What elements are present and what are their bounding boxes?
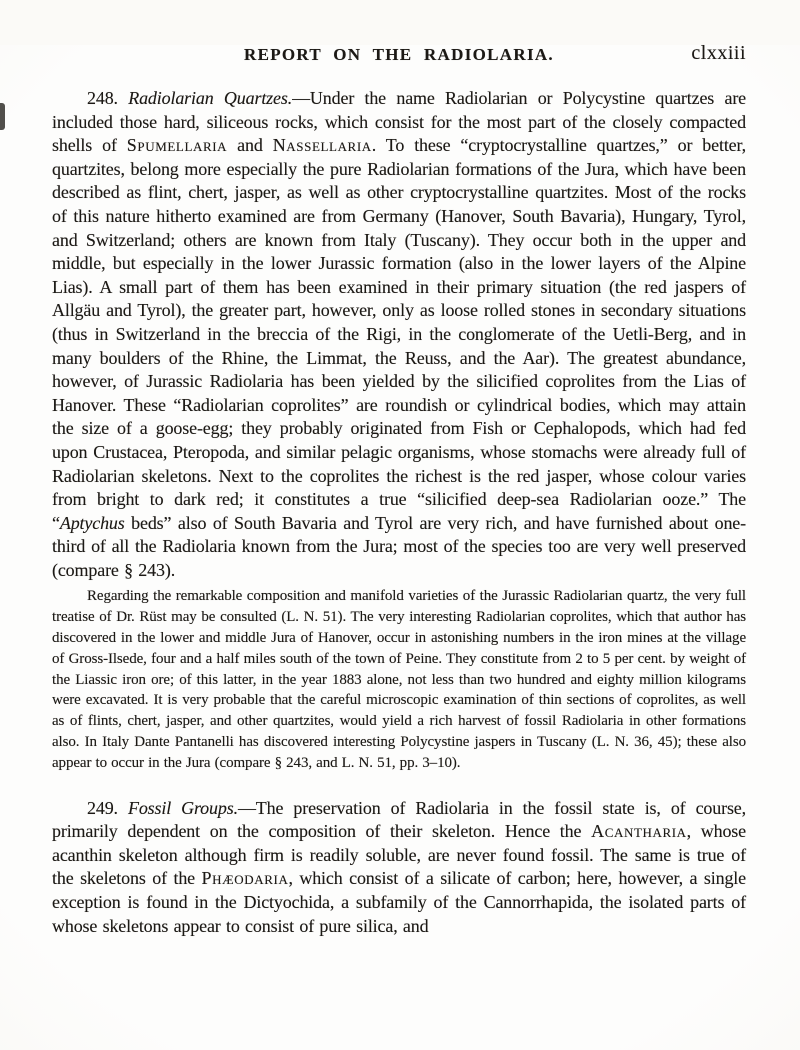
body-text: —The preservation of Radiolaria in the fossil state is, of course, primarily dependent on the composition of their skeleton. Hence the: [52, 797, 746, 842]
italic-text: Fossil Groups.: [127, 797, 238, 818]
body-text: , whose acanthin skeleton although firm is readily soluble, are never found fossil. The same is true of the skeletons of the: [52, 821, 746, 889]
body-text: and: [227, 135, 273, 156]
body-text: 249.: [87, 797, 128, 818]
document-page: [0, 42, 800, 1050]
body-text: Regarding the remarkable composition and manifold varieties of the Jurassic Radiolarian quartz, the very full treatise of Dr. Rüst may be consulted (L. N. 51). The very interesting Radiolarian coprolites, which that author has discovered in the lower and middle Jura of Hanover, occur in astonishing numbers in the iron mines at the village of Gross-Ilsede, four and a half miles south of the town of Peine. They constitute from 2 to 5 per cent. by weight of the Liassic iron ore; of this latter, in the year 1883 alone, not less than two hundred and eighty million kilograms were excavated. It is very probable that the careful microscopic examination of thin sections of coprolites, as well as of flints, chert, jasper, and other quartzites, would yield a rich harvest of fossil Radiolaria in other formations also. In Italy Dante Pantanelli has discovered interesting Polycystine jaspers in Tuscany (L. N. 36, 45); these also appear to occur in the Jura (compare § 243, and L. N. 51, pp. 3–10).: [52, 588, 746, 771]
running-title: REPORT ON THE RADIOLARIA.: [244, 45, 554, 64]
smallcaps-taxon-name: Acantharia: [591, 821, 687, 842]
text-block: [52, 87, 746, 938]
smallcaps-taxon-name: Phæodaria: [201, 868, 289, 889]
body-text: beds” also of South Bavaria and Tyrol are very rich, and have furnished about one-third of all the Radiolaria known from the Jura; most of the species too are very well preserved (compare § 243).: [52, 512, 746, 580]
body-text: , which consist of a silicate of carbon; here, however, a single exception is found in the Dictyochida, a subfamily of the Cannorrhapida, the isolated parts of whose skeletons appear to consist of pure silica, and: [52, 868, 746, 936]
scan-edge-artifact: [0, 103, 5, 130]
body-text: . To these “cryptocrystalline quartzes,” or better, quartzites, belong more especially the pure Radiolarian formations of the Jura, which have been described as flint, chert, jasper, as well as other cryptocrystalline quartzites. Most of the rocks of this nature hitherto examined are from Germany (Hanover, South Bavaria), Hungary, Tyrol, and Switzerland; others are known from Italy (Tuscany). They occur both in the upper and middle, but especially in the lower Jurassic formation (also in the lower layers of the Alpine Lias). A small part of them has been examined in their primary situation (the red jaspers of Allgäu and Tyrol), the greater part, however, only as loose rolled stones in secondary situations (thus in Switzerland in the breccia of the Rigi, in the conglomerate of the Uetli-Berg, and in many boulders of the Rhine, the Limmat, the Reuss, and the Aar). The greatest abundance, however, of Jurassic Radiolaria has been yielded by the silicified coprolites from the Lias of Hanover. These “Radiolarian coprolites” are roundish or cylindrical bodies, which may attain the size of a goose-egg; they probably originated from Fish or Cephalopods, which had fed upon Crustacea, Pteropoda, and similar pelagic organisms, whose stomachs were already full of Radiolarian skeletons. Next to the coprolites the richest is the red jasper, whose colour varies from bright to dark red; it constitutes a true “silicified deep-sea Radiolarian ooze.” The “: [52, 135, 746, 533]
body-text: —Under the name Radiolarian or Polycystine quartzes are included those hard, siliceous rocks, which consist for the most part of the closely compacted shells of: [52, 88, 747, 156]
page-number: clxxiii: [691, 42, 746, 64]
body-text: 248.: [87, 88, 129, 108]
italic-text: Aptychus: [59, 512, 125, 533]
smallcaps-taxon-name: Spumellaria: [126, 135, 228, 156]
smallcaps-taxon-name: Nassellaria: [272, 135, 372, 156]
paragraph-fine-print: [52, 586, 746, 773]
page-header: [52, 42, 746, 65]
italic-text: Radiolarian Quartzes.: [128, 88, 293, 108]
paragraph-249: [52, 797, 746, 939]
paragraph-248: [52, 87, 746, 582]
